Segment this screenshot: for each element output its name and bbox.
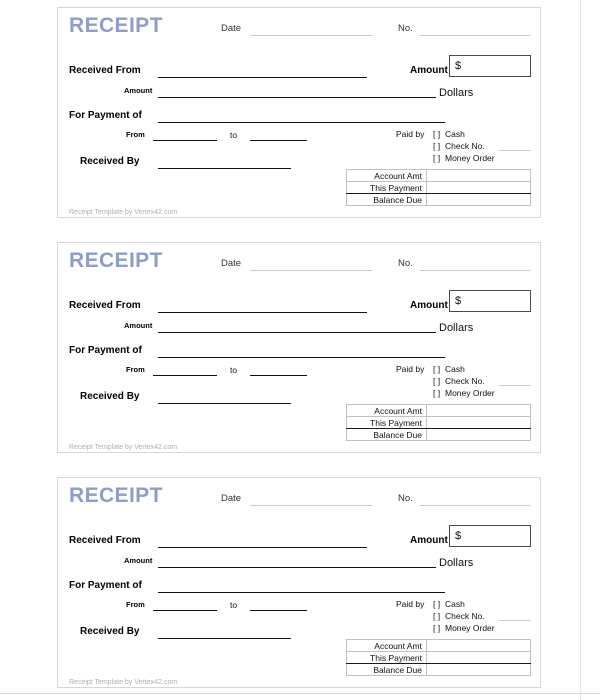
receipt-header — [58, 243, 540, 283]
period-to-input[interactable] — [250, 610, 307, 611]
received-by-input[interactable] — [158, 168, 291, 169]
payment-method-cash[interactable] — [433, 599, 465, 609]
amount-words-input[interactable] — [158, 567, 436, 568]
payment-method-label: Money Order — [445, 153, 495, 163]
receipt-card — [57, 477, 541, 688]
balance-due-input[interactable] — [427, 194, 531, 206]
checkbox-icon[interactable]: [ ] — [433, 599, 441, 609]
page-title: RECEIPT — [69, 249, 163, 272]
receipt-number-input[interactable] — [420, 270, 530, 271]
for-payment-of-input[interactable] — [158, 592, 445, 593]
payment-method-label: Cash — [445, 364, 465, 374]
payment-method-label: Cash — [445, 599, 465, 609]
amount-words-label: Amount — [124, 321, 153, 330]
balance-due-label: Balance Due — [347, 664, 427, 676]
received-from-label: Received From — [69, 535, 141, 546]
date-input[interactable] — [250, 505, 372, 506]
page-title: RECEIPT — [69, 14, 163, 37]
table-row — [347, 652, 531, 664]
date-label: Date — [221, 23, 242, 34]
paid-by-label: Paid by — [396, 129, 425, 139]
this-payment-input[interactable] — [427, 417, 531, 429]
amount-words-label: Amount — [124, 86, 153, 95]
table-row — [347, 170, 531, 182]
account-amount-input[interactable] — [427, 170, 531, 182]
amount-box-label: Amount — [410, 535, 448, 546]
period-from-input[interactable] — [153, 375, 217, 376]
checkbox-icon[interactable]: [ ] — [433, 611, 441, 621]
amount-words-input[interactable] — [158, 332, 436, 333]
date-input[interactable] — [250, 270, 372, 271]
receipt-body — [58, 48, 540, 219]
checkbox-icon[interactable]: [ ] — [433, 129, 441, 139]
totals-table — [346, 404, 531, 441]
receipt-body — [58, 283, 540, 454]
checkbox-icon[interactable]: [ ] — [433, 388, 441, 398]
date-input[interactable] — [250, 35, 372, 36]
payment-method-cash[interactable] — [433, 129, 465, 139]
table-row — [347, 182, 531, 194]
for-payment-of-label: For Payment of — [69, 345, 142, 356]
receipt-list — [57, 7, 541, 700]
balance-due-label: Balance Due — [347, 194, 427, 206]
amount-field[interactable] — [449, 290, 531, 312]
paid-by-label: Paid by — [396, 364, 425, 374]
period-to-input[interactable] — [250, 140, 307, 141]
table-row — [347, 194, 531, 206]
currency-symbol: $ — [455, 530, 462, 542]
amount-words-label: Amount — [124, 556, 153, 565]
account-amount-input[interactable] — [427, 640, 531, 652]
currency-symbol: $ — [455, 60, 462, 72]
dollars-label: Dollars — [439, 557, 474, 569]
period-to-input[interactable] — [250, 375, 307, 376]
payment-method-cash[interactable] — [433, 364, 465, 374]
received-by-label: Received By — [80, 626, 140, 637]
dollars-label: Dollars — [439, 322, 474, 334]
table-row — [347, 405, 531, 417]
this-payment-label: This Payment — [347, 652, 427, 664]
payment-method-money-order[interactable] — [433, 623, 495, 633]
receipt-body — [58, 518, 540, 689]
received-by-input[interactable] — [158, 403, 291, 404]
date-label: Date — [221, 493, 242, 504]
check-number-input[interactable] — [499, 620, 531, 621]
for-payment-of-input[interactable] — [158, 122, 445, 123]
template-credit: Receipt Template by Vertex42.com — [69, 209, 178, 216]
this-payment-input[interactable] — [427, 652, 531, 664]
amount-field[interactable] — [449, 525, 531, 547]
payment-method-label: Cash — [445, 129, 465, 139]
table-row — [347, 640, 531, 652]
balance-due-input[interactable] — [427, 664, 531, 676]
receipt-number-label: No. — [398, 493, 413, 504]
this-payment-label: This Payment — [347, 182, 427, 194]
this-payment-input[interactable] — [427, 182, 531, 194]
payment-method-label: Check No. — [445, 611, 485, 621]
totals-table — [346, 169, 531, 206]
received-by-label: Received By — [80, 391, 140, 402]
period-to-label: to — [230, 365, 238, 375]
receipt-header — [58, 8, 540, 48]
amount-words-input[interactable] — [158, 97, 436, 98]
receipt-number-label: No. — [398, 23, 413, 34]
period-from-input[interactable] — [153, 610, 217, 611]
template-credit: Receipt Template by Vertex42.com — [69, 444, 178, 451]
payment-method-check[interactable] — [433, 611, 485, 621]
account-amount-input[interactable] — [427, 405, 531, 417]
period-to-label: to — [230, 130, 238, 140]
receipt-card — [57, 242, 541, 453]
received-from-input[interactable] — [158, 312, 367, 313]
checkbox-icon[interactable]: [ ] — [433, 141, 441, 151]
amount-box-label: Amount — [410, 300, 448, 311]
amount-field[interactable] — [449, 55, 531, 77]
page-guide-vertical — [580, 0, 581, 700]
payment-method-money-order[interactable] — [433, 153, 495, 163]
payment-method-label: Check No. — [445, 376, 485, 386]
receipt-number-label: No. — [398, 258, 413, 269]
check-number-input[interactable] — [499, 385, 531, 386]
checkbox-icon[interactable]: [ ] — [433, 623, 441, 633]
for-payment-of-label: For Payment of — [69, 110, 142, 121]
receipt-number-input[interactable] — [420, 35, 530, 36]
table-row — [347, 429, 531, 441]
account-amount-label: Account Amt — [347, 170, 427, 182]
account-amount-label: Account Amt — [347, 405, 427, 417]
checkbox-icon[interactable]: [ ] — [433, 153, 441, 163]
received-by-input[interactable] — [158, 638, 291, 639]
date-label: Date — [221, 258, 242, 269]
period-from-input[interactable] — [153, 140, 217, 141]
payment-method-money-order[interactable] — [433, 388, 495, 398]
received-from-input[interactable] — [158, 547, 367, 548]
received-by-label: Received By — [80, 156, 140, 167]
amount-box-label: Amount — [410, 65, 448, 76]
balance-due-label: Balance Due — [347, 429, 427, 441]
period-to-label: to — [230, 600, 238, 610]
payment-method-label: Check No. — [445, 141, 485, 151]
received-from-label: Received From — [69, 300, 141, 311]
received-from-input[interactable] — [158, 77, 367, 78]
balance-due-input[interactable] — [427, 429, 531, 441]
payment-method-check[interactable] — [433, 376, 485, 386]
this-payment-label: This Payment — [347, 417, 427, 429]
receipt-card — [57, 7, 541, 218]
table-row — [347, 417, 531, 429]
period-from-label: From — [126, 130, 145, 139]
for-payment-of-input[interactable] — [158, 357, 445, 358]
checkbox-icon[interactable]: [ ] — [433, 376, 441, 386]
received-from-label: Received From — [69, 65, 141, 76]
paid-by-label: Paid by — [396, 599, 425, 609]
payment-method-label: Money Order — [445, 623, 495, 633]
totals-table — [346, 639, 531, 676]
for-payment-of-label: For Payment of — [69, 580, 142, 591]
payment-method-label: Money Order — [445, 388, 495, 398]
payment-method-check[interactable] — [433, 141, 485, 151]
template-credit: Receipt Template by Vertex42.com — [69, 679, 178, 686]
period-from-label: From — [126, 365, 145, 374]
currency-symbol: $ — [455, 295, 462, 307]
receipt-number-input[interactable] — [420, 505, 530, 506]
account-amount-label: Account Amt — [347, 640, 427, 652]
check-number-input[interactable] — [499, 150, 531, 151]
checkbox-icon[interactable]: [ ] — [433, 364, 441, 374]
receipt-header — [58, 478, 540, 518]
page-title: RECEIPT — [69, 484, 163, 507]
dollars-label: Dollars — [439, 87, 474, 99]
period-from-label: From — [126, 600, 145, 609]
table-row — [347, 664, 531, 676]
